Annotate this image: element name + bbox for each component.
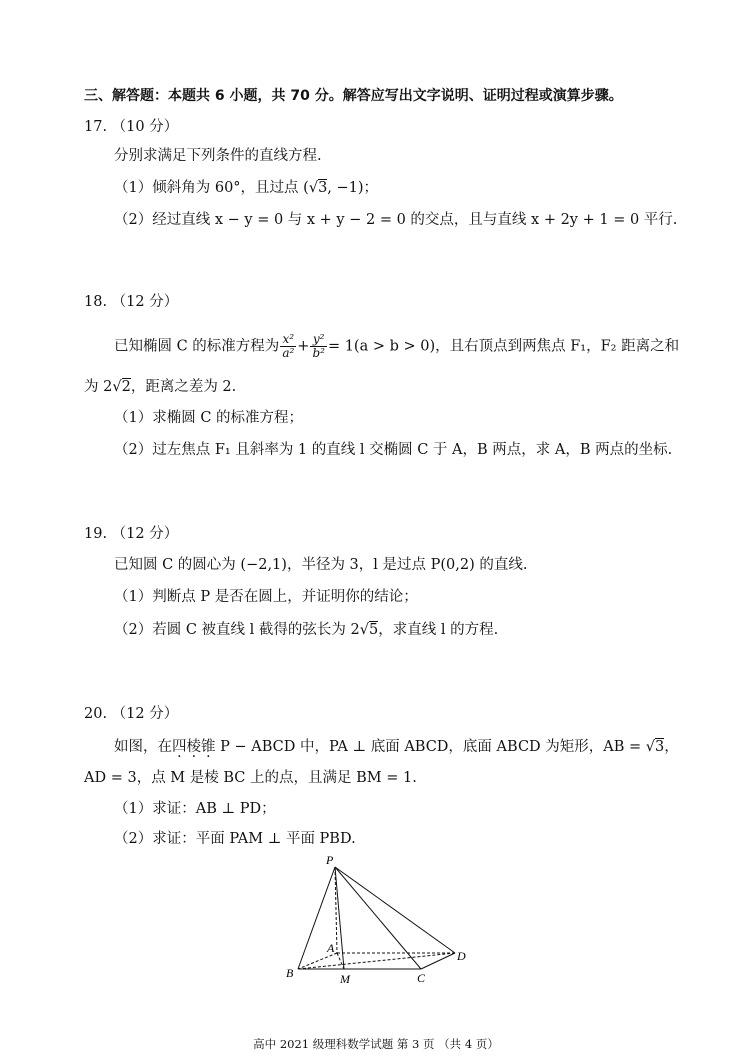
q18-frac-y-num: y² [310, 333, 327, 347]
q17-part1-label: （1） [114, 180, 153, 196]
q18-frac-y-den: b² [312, 346, 325, 360]
q19-part2-sqrt: 5 [369, 622, 379, 638]
q17-part1: （1）倾斜角为 60°，且过点 (√3, −1)； [114, 180, 379, 196]
q20-intro-end: ， [664, 739, 679, 755]
q18-line2-sqrt: 2 [121, 379, 131, 395]
q20-intro-a: 如图，在 [114, 739, 172, 755]
edge-PD [335, 867, 455, 953]
q18-intro-pre: 已知椭圆 C 的标准方程为 [114, 338, 280, 355]
label-B: B [286, 966, 294, 980]
q20-intro-rest: P − ABCD 中，PA ⊥ 底面 ABCD，底面 ABCD 为矩形，AB = [215, 739, 646, 755]
page-footer: 高中 2021 级理科数学试题 第 3 页 （共 4 页） [253, 1037, 499, 1051]
q20-header [84, 704, 178, 724]
q20-part2-label: （2） [114, 831, 153, 847]
q18-part1 [114, 408, 303, 428]
q18-part2-text: 过左焦点 F₁ 且斜率为 1 的直线 l 交椭圆 C 于 A，B 两点，求 A，B 两点的坐标. [152, 442, 673, 458]
q19-part2-post: ，求直线 l 的方程. [378, 622, 499, 638]
q18-number: 18. [84, 294, 108, 310]
q20-line2: AD = 3，点 M 是棱 BC 上的点，且满足 BM = 1. [84, 770, 417, 786]
q18-header [84, 292, 178, 312]
section-header: 三、解答题：本题共 6 小题，共 70 分。解答应写出文字说明、证明过程或演算步骤。 [84, 88, 623, 104]
edge-AB [298, 953, 337, 969]
q18-part1-text: 求椭圆 C 的标准方程； [152, 410, 304, 426]
q18-intro [114, 333, 679, 360]
q17-part2-text: 经过直线 x − y = 0 与 x + y − 2 = 0 的交点，且与直线 x + 2y + 1 = 0 平行. [152, 212, 678, 228]
q17-part1-post: , −1)； [327, 180, 379, 196]
q18-line2: 为 2√2，距离之差为 2. [84, 379, 237, 395]
q18-line2-pre: 为 2 [84, 379, 113, 395]
q18-frac-y [310, 333, 327, 360]
label-C: C [417, 971, 426, 985]
q19-part2-label: （2） [114, 622, 153, 638]
q19-part2-pre: 若圆 C 被直线 l 截得的弦长为 2 [152, 622, 360, 638]
q17-intro: 分别求满足下列条件的直线方程. [114, 148, 322, 164]
pyramid-figure [280, 852, 480, 987]
label-D: D [457, 949, 466, 963]
q18-part2-label: （2） [114, 442, 153, 458]
q20-number: 20. [84, 706, 108, 722]
q18-line2-post: ，距离之差为 2. [130, 379, 237, 395]
q20-emph-zhui: 锥 [201, 739, 216, 755]
q19-number: 19. [84, 526, 108, 542]
q20-emph-si: 四 [172, 739, 187, 755]
q18-intro-post: = 1(a > b > 0)，且右顶点到两焦点 F₁，F₂ 距离之和 [327, 338, 680, 355]
q19-part1-label: （1） [114, 589, 153, 605]
q18-points: （12 分） [111, 294, 179, 310]
q20-emph-leng: 棱 [186, 739, 201, 755]
label-A: A [327, 941, 335, 955]
q17-part1-sqrt: 3 [318, 180, 328, 196]
q19-part1-text: 判断点 P 是否在圆上，并证明你的结论； [152, 589, 418, 605]
q18-plus: + [297, 338, 310, 355]
q17-part2 [114, 210, 677, 230]
q18-frac-x-den: a² [282, 346, 295, 360]
q19-intro: 已知圆 C 的圆心为 (−2,1)，半径为 3，l 是过点 P(0,2) 的直线. [114, 557, 528, 573]
q17-points: （10 分） [111, 119, 179, 135]
q19-header [84, 524, 178, 544]
q18-frac-x [280, 333, 296, 360]
q20-part1-text: 求证：AB ⊥ PD； [152, 801, 276, 817]
edge-BD [298, 953, 455, 969]
q20-part1-label: （1） [114, 801, 153, 817]
q20-part2-text: 求证：平面 PAM ⊥ 平面 PBD. [152, 831, 356, 847]
q18-part2 [114, 440, 672, 460]
q17-part1-pre: 倾斜角为 60°，且过点 ( [152, 180, 309, 196]
edge-CD [421, 953, 455, 969]
label-P: P [326, 853, 334, 867]
q18-part1-label: （1） [114, 410, 153, 426]
q20-intro: 如图，在四棱锥 P − ABCD 中，PA ⊥ 底面 ABCD，底面 ABCD 为矩形，AB = √3， [114, 739, 679, 755]
q20-part2 [114, 829, 356, 849]
q19-part1 [114, 587, 418, 607]
label-M: M [340, 972, 350, 986]
q17-header [84, 117, 178, 137]
q18-frac-x-num: x² [280, 333, 296, 347]
q17-number: 17. [84, 119, 108, 135]
q17-part2-label: （2） [114, 212, 153, 228]
q19-part2: （2）若圆 C 被直线 l 截得的弦长为 2√5，求直线 l 的方程. [114, 622, 499, 638]
q20-points: （12 分） [111, 706, 179, 722]
q20-part1 [114, 799, 276, 819]
edge-PC [335, 867, 421, 969]
q19-points: （12 分） [111, 526, 179, 542]
q20-intro-sqrt: 3 [655, 739, 665, 755]
